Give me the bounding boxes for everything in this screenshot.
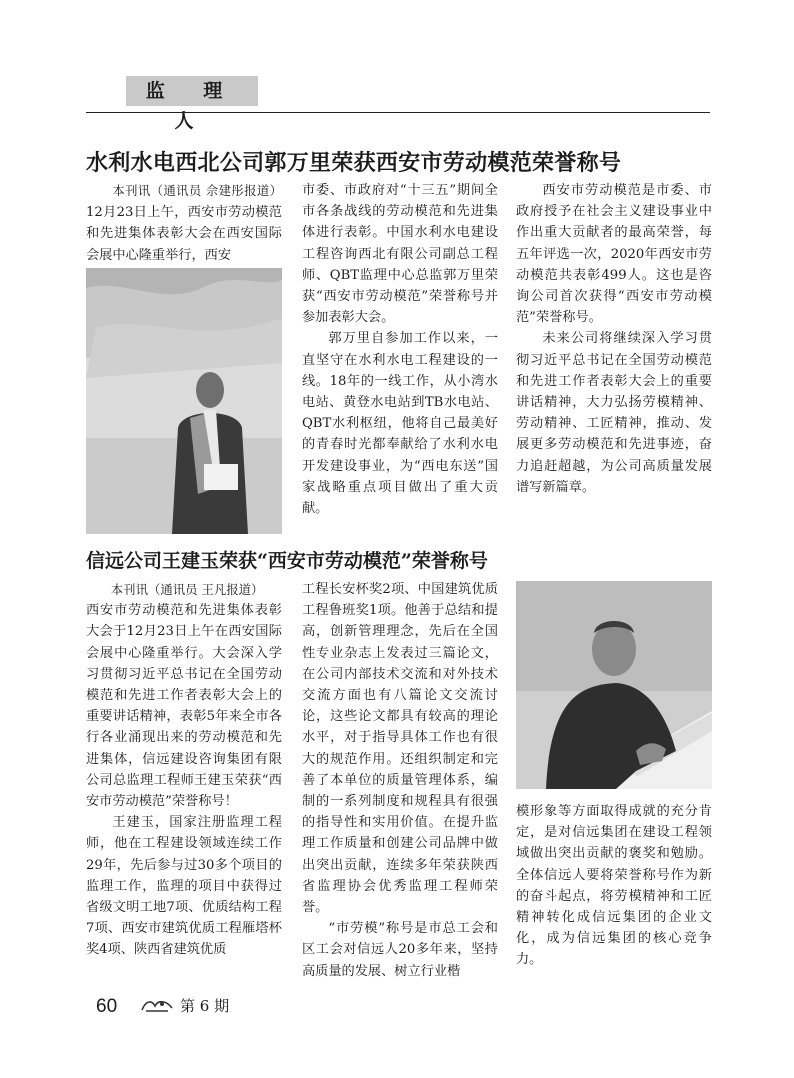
article2-col3-text: 模形象等方面取得成就的充分肯定，是对信远集团在建设工程领域做出突出贡献的褒奖和勉励。全体信远人要将荣誉称号作为新的奋斗起点，将劳模精神和工匠精神转化成信远集团的企业文化，成为信远集团的核心竞争力。 xyxy=(516,804,712,968)
section-header-title: 监 理 人 xyxy=(145,80,239,132)
article1-col1-text: 12月23日上午，西安市劳动模范和先进集体表彰大会在西安国际会展中心隆重举行，西安 xyxy=(86,205,282,263)
article2-col1-paragraph1: 西安市劳动模范和先进集体表彰大会于12月23日上午在西安国际会展中心隆重举行。大会深入学习贯彻习近平总书记在全国劳动模范和先进工作者表彰大会上的重要讲话精神，表彰5年来全市各行各业涌现出来的劳动模范和先进集体，信远建设咨询集团有限公司总监理工程师王建玉荣获“西安市劳动模范”荣誉称号！ xyxy=(86,603,282,810)
article1-byline: 本刊讯（通讯员 佘建彤报道） xyxy=(112,183,282,198)
article1-col2-paragraph1: 市委、市政府对“十三五”期间全市各条战线的劳动模范和先进集体进行表彰。中国水利水电建设工程咨询西北有限公司副总工程师、QBT监理中心总监郭万里荣获“西安市劳动模范”荣誉称号并参加表彰大会。 xyxy=(302,183,498,326)
article2-column1 xyxy=(86,579,282,961)
magazine-logo-icon xyxy=(140,998,174,1014)
issue-label: 第 6 期 xyxy=(180,997,230,1015)
article2-title: 信远公司王建玉荣获“西安市劳动模范”荣誉称号 xyxy=(86,550,488,572)
article2-col2-paragraph1: 工程长安杯奖2项、中国建筑优质工程鲁班奖1项。他善于总结和提高，创新管理理念，先后在全国性专业杂志上发表过三篇论文，在公司内部技术交流和对外技术交流方面也有八篇论文交流讨论，这些论文都具有较高的理论水平，对于指导具体工作也有很大的规范作用。还组织制定和完善了本单位的质量管理体系，编制的一系列制度和规程具有很强的指导性和实用价值。在提升监理工作质量和创建公司品牌中做出突出贡献，连续多年荣获陕西省监理协会优秀监理工程师荣誉。 xyxy=(302,582,498,916)
article1-title: 水利水电西北公司郭万里荣获西安市劳动模范荣誉称号 xyxy=(86,151,622,176)
article1-col3-paragraph2: 未来公司将继续深入学习贯彻习近平总书记在全国劳动模范和先进工作者表彰大会上的重要讲话精神，大力弘扬劳模精神、劳动精神、工匠精神，推动、发展更多劳动模范和先进事迹，奋力追赶超越，为公司高质量发展谱写新篇章。 xyxy=(516,331,712,495)
article1-column1 xyxy=(86,180,282,266)
portrait-photo-graphic xyxy=(86,268,282,534)
article2-column2 xyxy=(302,579,498,982)
header-rule xyxy=(86,112,710,113)
article1-column3 xyxy=(516,180,712,498)
article2-byline: 本刊讯（通讯员 王凡报道） xyxy=(110,582,264,597)
page-number: 60 xyxy=(96,996,118,1017)
article1-photo xyxy=(86,268,282,534)
article1-col3-paragraph1: 西安市劳动模范是市委、市政府授予在社会主义建设事业中作出重大贡献者的最高荣誉，每五年评选一次，2020年西安市劳动模范共表彰499人。这也是咨询公司首次获得“西安市劳动模范”荣誉称号。 xyxy=(516,183,712,326)
article2-col1-paragraph2: 王建玉，国家注册监理工程师，他在工程建设领域连续工作29年，先后参与过30多个项目的监理工作，监理的项目中获得过省级文明工地7项、优质结构工程7项、西安市建筑优质工程雁塔杯奖4项、陕西省建筑优质 xyxy=(86,815,282,958)
article1-col2-paragraph2: 郭万里自参加工作以来，一直坚守在水利水电工程建设的一线。18年的一线工作，从小湾水电站、黄登水电站到TB水电站、QBT水利枢纽，他将自己最美好的青春时光都奉献给了水利水电开发建设事业，为“西电东送”国家战略重点项目做出了重大贡献。 xyxy=(302,331,498,517)
article2-photo xyxy=(516,581,712,789)
article1-column2 xyxy=(302,180,498,519)
article2-col2-paragraph2: “市劳模”称号是市总工会和区工会对信远人20多年来，坚持高质量的发展、树立行业楷 xyxy=(302,921,498,979)
article2-column3 xyxy=(516,801,712,971)
working-man-photo-graphic xyxy=(516,581,712,789)
